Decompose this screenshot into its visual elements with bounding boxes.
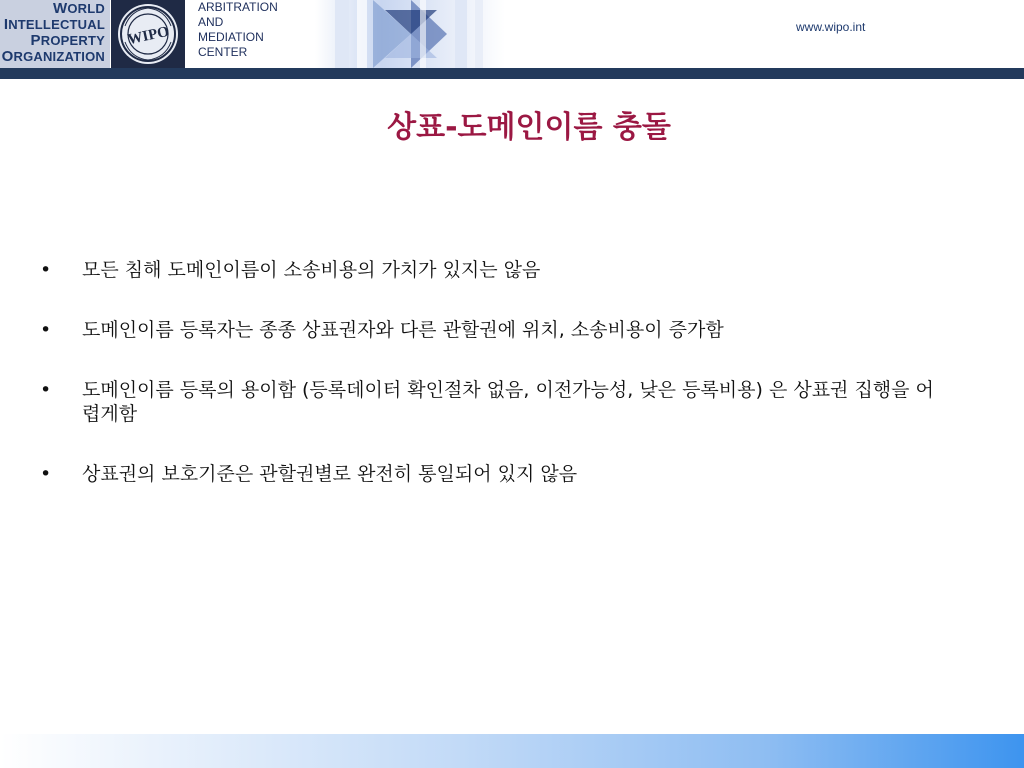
wipo-organization-name (0, 0, 110, 68)
center-line-4: CENTER (198, 45, 248, 59)
org-line-3: PROPERTY (30, 32, 105, 49)
emblem-text: WIPO (126, 23, 171, 49)
bullet-marker: • (40, 319, 52, 341)
bullet-text: 모든 침해 도메인이름이 소송비용의 가치가 있지는 않음 (82, 259, 541, 281)
wipo-emblem-icon (111, 0, 185, 68)
bullet-marker: • (40, 379, 52, 401)
org-line-4-text: RGANIZATION (13, 49, 105, 64)
org-line-1: WORLD (53, 0, 105, 17)
bullet-text: 상표권의 보호기준은 관할권별로 완전히 통일되어 있지 않음 (82, 463, 578, 485)
header-rule (0, 68, 1024, 79)
org-line-1-text: ORLD (67, 1, 105, 16)
arbitration-center-name (198, 0, 278, 60)
org-line-4: ORGANIZATION (1, 48, 105, 65)
bullet-item (40, 258, 940, 282)
website-url: www.wipo.int (796, 20, 866, 34)
bullet-marker: • (40, 463, 52, 485)
slide-title: 상표-도메인이름 충돌 (387, 110, 671, 145)
center-line-1: ARBITRATION (198, 0, 278, 14)
bullet-item (40, 318, 940, 342)
bullet-marker: • (40, 259, 52, 281)
bullet-item (40, 378, 940, 426)
bullet-list (40, 258, 940, 522)
org-line-2-text: NTELLECTUAL (8, 17, 105, 32)
center-line-2: AND (198, 15, 224, 29)
bullet-text: 도메인이름 등록자는 종종 상표권자와 다른 관할권에 위치, 소송비용이 증가함 (82, 319, 724, 341)
center-line-3: MEDIATION (198, 30, 264, 44)
bullet-text: 도메인이름 등록의 용이함 (등록데이터 확인절차 없음, 이전가능성, 낮은 등록비용) 은 상표권 집행을 어렵게함 (82, 379, 934, 425)
bullet-item (40, 462, 940, 486)
slide-header (0, 0, 1024, 68)
footer-gradient-bar (0, 734, 1024, 768)
header-banner-graphic (315, 0, 505, 68)
org-line-2: INTELLECTUAL (3, 16, 105, 33)
org-line-3-text: ROPERTY (40, 33, 105, 48)
